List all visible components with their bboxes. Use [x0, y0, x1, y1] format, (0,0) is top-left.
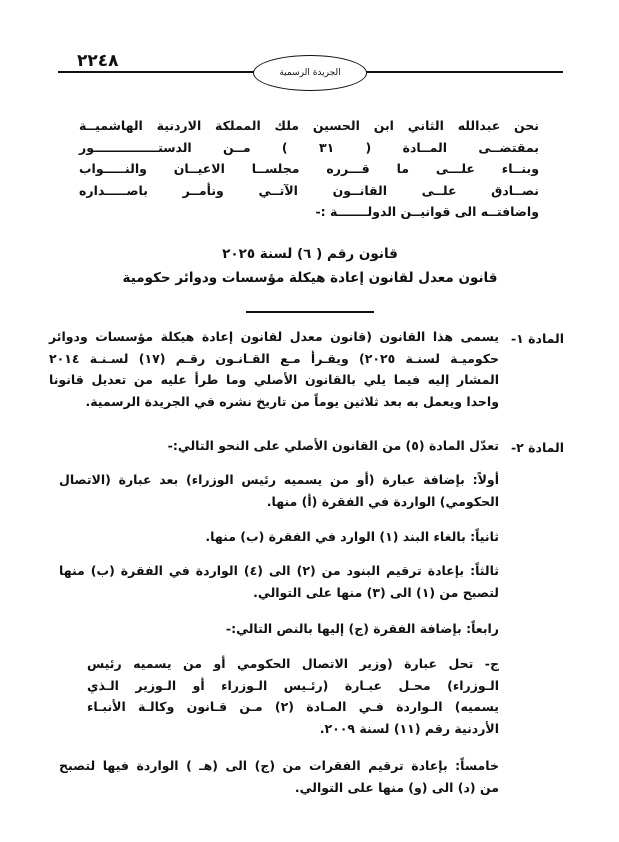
clause-first-line: أولاً: بإضافة عبارة (أو من يسميه رئيس الوزراء) بعد عبارة (الاتصال [59, 472, 499, 487]
article-2-intro [99, 435, 499, 457]
law-number: قانون رقم ( ٦) لسنة ٢٠٢٥ [222, 246, 398, 262]
paragraph-c-line: الـوزراء) محـل عبـارة (رئـيس الـوزراء أو الـوزير الـذي [87, 677, 499, 693]
article-1-text [49, 326, 499, 412]
preamble-line: نحن عبدالله الثاني ابن الحسين ملك المملكة الاردنية الهاشميــة [79, 118, 539, 133]
article-1-label: المادة ١- [510, 331, 564, 346]
clause-fourth-line: رابعاً: بإضافة الفقرة (ج) إليها بالنص التالي:- [225, 621, 499, 636]
preamble [79, 115, 539, 223]
clause-third-line: ثالثاً: بإعادة ترقيم البنود من (٢) الى (٤) الواردة في الفقرة (ب) منها [59, 563, 499, 578]
clause-second [99, 526, 499, 548]
article-2-label: المادة ٢- [510, 440, 564, 455]
clause-third-line: لتصبح من (١) الى (٣) منها على التوالي. [253, 584, 499, 600]
paragraph-c-line: الأردنية رقم (١١) لسنة ٢٠٠٩. [319, 720, 499, 736]
law-title: قانون معدل لقانون إعادة هيكلة مؤسسات ودوائر حكومية [122, 270, 498, 286]
page-number: ٢٢٤٨ [77, 51, 119, 71]
clause-fifth [59, 755, 499, 798]
article-1-line: يسمى هذا القانون (قانون معدل لقانون إعادة هيكلة مؤسسات ودوائر [49, 329, 499, 344]
paragraph-c-line: ج- تحل عبارة (وزير الاتصال الحكومي أو من يسميه رئيس [87, 656, 499, 671]
article-1-line: المشار إليه فيما يلي بالقانون الأصلي وما طرأ عليه من تعديل قانونا [49, 372, 499, 387]
preamble-line: نصــادق علــى القانــون الآتــي ونأمــر باصـــــداره [79, 182, 539, 198]
clause-third [59, 560, 499, 603]
clause-first-line: الحكومي) الواردة في الفقرة (أ) منها. [266, 493, 499, 509]
title-separator [246, 311, 374, 313]
clause-second-line: ثانياً: بالغاء البند (١) الوارد في الفقرة (ب) منها. [205, 529, 499, 544]
gazette-name: الجريدة الرسمية [279, 68, 341, 78]
article-2-intro-line: تعدّل المادة (٥) من القانون الأصلي على النحو التالي:- [167, 438, 499, 453]
gazette-name-badge [253, 55, 367, 91]
preamble-line: واضافتــه الى قوانيــن الدولـــــــة :- [315, 204, 539, 219]
paragraph-c-line: يسميه) الـواردة فـي المـادة (٢) مـن قـانون وكالـة الأنبـاء [87, 699, 499, 714]
preamble-line: وبنــاء علـــى ما قـــرره مجلســا الاعيــان والنـــــواب [79, 161, 539, 176]
article-1-line: حكوميـة لسنـة ٢٠٢٥) ويقـرأ مـع القـانـون رقـم (١٧) لسـنـة ٢٠١٤ [49, 350, 499, 366]
preamble-line: بمقتضــى المــادة ( ٣١ ) مــن الدستـــــــــــــــور [79, 139, 539, 155]
paragraph-c [87, 653, 499, 739]
clause-fourth [99, 618, 499, 640]
clause-fifth-line: خامساً: بإعادة ترقيم الفقرات من (ج) الى (هـ ) الواردة فيها لتصبح [59, 758, 499, 773]
clause-first [59, 469, 499, 512]
clause-fifth-line: من (د) الى (و) منها على التوالي. [294, 779, 499, 795]
article-1-line: واحدا ويعمل به بعد ثلاثين يوماً من تاريخ نشره في الجريدة الرسمية. [85, 393, 499, 409]
